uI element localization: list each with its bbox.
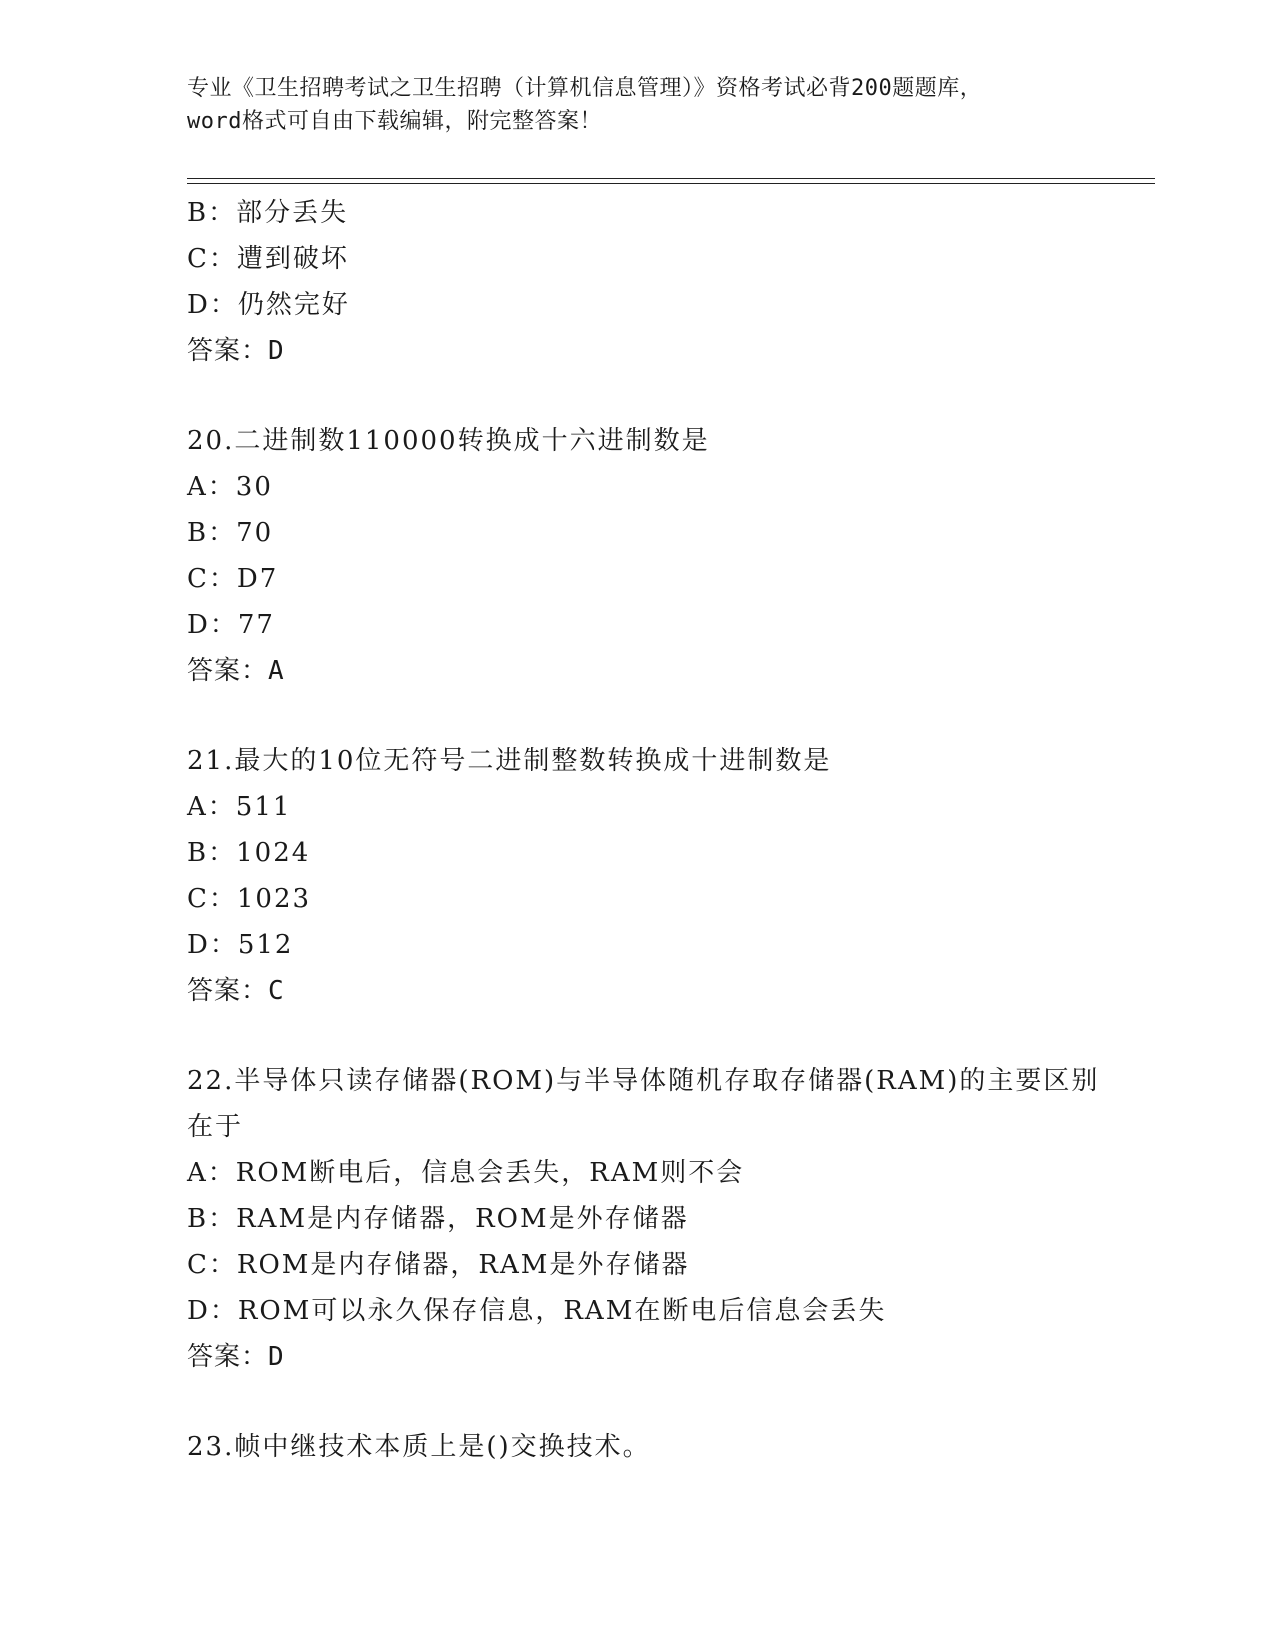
option-d: D：ROM可以永久保存信息，RAM在断电后信息会丢失 bbox=[187, 1296, 887, 1326]
answer: 答案：C bbox=[187, 976, 285, 1006]
option-d: D：77 bbox=[187, 610, 275, 640]
option-c: C：ROM是内存储器，RAM是外存储器 bbox=[187, 1250, 690, 1280]
question-19-continuation bbox=[187, 190, 1087, 374]
option-d: D：仍然完好 bbox=[187, 290, 350, 320]
option-c: C：D7 bbox=[187, 564, 279, 594]
question-23 bbox=[187, 1424, 1087, 1470]
header-divider-bottom bbox=[187, 183, 1155, 184]
question-21 bbox=[187, 738, 1087, 1014]
question-text: 21.最大的10位无符号二进制整数转换成十进制数是 bbox=[187, 746, 832, 776]
question-text-line-1: 22.半导体只读存储器(ROM)与半导体随机存取存储器(RAM)的主要区别 bbox=[187, 1066, 1100, 1096]
option-b: B：1024 bbox=[187, 838, 311, 868]
option-a: A：ROM断电后，信息会丢失，RAM则不会 bbox=[187, 1158, 745, 1188]
option-a: A：30 bbox=[187, 472, 273, 502]
option-c: C：1023 bbox=[187, 884, 312, 914]
option-d: D：512 bbox=[187, 930, 294, 960]
answer: 答案：D bbox=[187, 1342, 285, 1372]
option-a: A：511 bbox=[187, 792, 292, 822]
header-line-2: word格式可自由下载编辑，附完整答案！ bbox=[187, 109, 602, 134]
document-header bbox=[187, 72, 1087, 138]
option-b: B：70 bbox=[187, 518, 274, 548]
question-text: 20.二进制数110000转换成十六进制数是 bbox=[187, 426, 710, 456]
answer: 答案：D bbox=[187, 336, 285, 366]
option-c: C：遭到破坏 bbox=[187, 244, 349, 274]
question-22 bbox=[187, 1058, 1100, 1380]
header-divider-top bbox=[187, 178, 1155, 179]
question-list bbox=[187, 190, 1100, 1470]
question-20 bbox=[187, 418, 1087, 694]
question-text-line-2: 在于 bbox=[187, 1112, 244, 1142]
question-text: 23.帧中继技术本质上是()交换技术。 bbox=[187, 1432, 651, 1462]
answer: 答案：A bbox=[187, 656, 285, 686]
option-b: B：RAM是内存储器，ROM是外存储器 bbox=[187, 1204, 689, 1234]
header-line-1: 专业《卫生招聘考试之卫生招聘（计算机信息管理）》资格考试必背200题题库， bbox=[187, 76, 983, 101]
option-b: B：部分丢失 bbox=[187, 198, 349, 228]
